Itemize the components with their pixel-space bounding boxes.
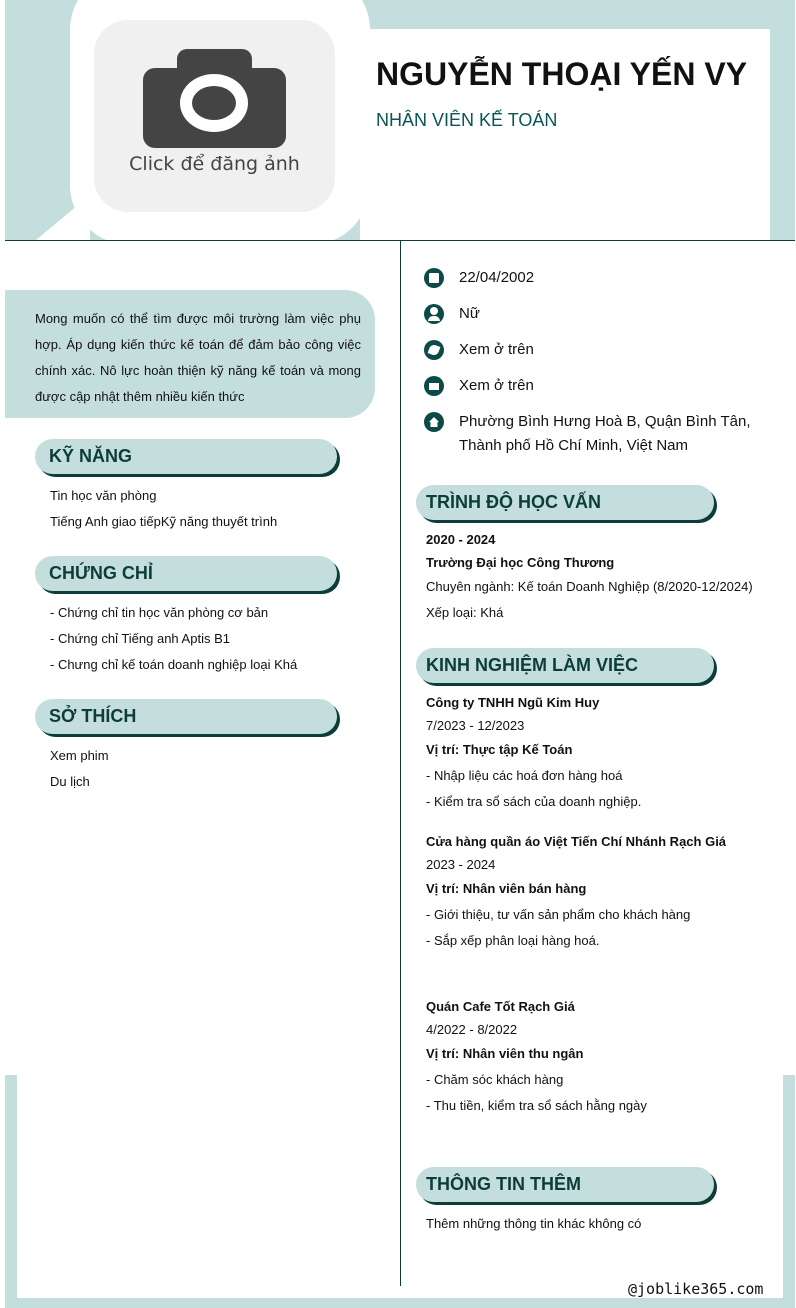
experience-company: Cửa hàng quần áo Việt Tiến Chí Nhánh Rạch Giá [426,834,727,849]
section-skills-title: KỸ NĂNG [35,439,337,474]
gender-value: Nữ [459,305,480,322]
contact-address [424,410,774,458]
list-item: - Chưng chỉ kế toán doanh nghiệp loại Khá [50,657,298,672]
contact-email [424,374,774,398]
user-icon [424,304,444,324]
experience-period: 4/2022 - 8/2022 [426,1022,518,1037]
experience-period: 7/2023 - 12/2023 [426,718,525,733]
list-item: Du lịch [50,774,90,789]
list-item: Xem phim [50,748,109,763]
candidate-name: NGUYỄN THOẠI YẾN VY [376,56,748,92]
address-value: Phường Bình Hưng Hoà B, Quận Bình Tân, Thành phố Hồ Chí Minh, Việt Nam [459,413,751,454]
hobbies-list [50,743,109,795]
education-entry [426,528,753,626]
experience-task: - Sắp xếp phân loại hàng hoá. [426,933,600,948]
experience-task: - Kiểm tra sổ sách của doanh nghiệp. [426,794,642,809]
contact-gender [424,302,774,326]
list-item: Tin học văn phòng [50,488,157,503]
list-item: Tiếng Anh giao tiếpKỹ năng thuyết trình [50,514,278,529]
footer-watermark: @joblike365.com [628,1280,764,1298]
education-period: 2020 - 2024 [426,532,496,547]
experience-entry [426,691,641,815]
email-value: Xem ở trên [459,377,534,394]
contact-info [424,266,774,470]
education-school: Trường Đại học Công Thương [426,555,615,570]
education-grade: Xếp loại: Khá [426,605,504,620]
job-title: NHÂN VIÊN KẾ TOÁN [376,110,558,130]
experience-company: Quán Cafe Tốt Rạch Giá [426,999,575,1014]
experience-entry [426,830,726,954]
birthday-value: 22/04/2002 [459,269,535,286]
list-item: - Chứng chỉ tin học văn phòng cơ bản [50,605,269,620]
skills-list [50,483,277,535]
section-experience-title: KINH NGHIỆM LÀM VIỆC [416,648,714,683]
mail-icon [424,376,444,396]
camera-lens [180,74,248,132]
section-extra-title: THÔNG TIN THÊM [416,1167,714,1202]
section-hobbies-title: SỞ THÍCH [35,699,337,734]
section-certificates-title: CHỨNG CHỈ [35,556,337,591]
experience-position: Vị trí: Thực tập Kế Toán [426,742,573,757]
experience-task: - Giới thiệu, tư vấn sản phẩm cho khách hàng [426,907,691,922]
experience-task: - Thu tiền, kiểm tra sổ sách hằng ngày [426,1098,647,1113]
experience-task: - Nhập liệu các hoá đơn hàng hoá [426,768,623,783]
phone-value: Xem ở trên [459,341,534,358]
career-objective: Mong muốn có thể tìm được môi trường làm việc phụ hợp. Áp dụng kiến thức kế toán để đảm bảo công việc chính xác. Nô lực hoàn thiện kỹ năng kế toán và mong được cập nhật thêm nhiều kiến thức [5,290,375,418]
section-education-title: TRÌNH ĐỘ HỌC VẤN [416,485,714,520]
experience-task: - Chăm sóc khách hàng [426,1072,564,1087]
experience-position: Vị trí: Nhân viên thu ngân [426,1046,584,1061]
experience-entry [426,995,647,1119]
list-item: - Chứng chỉ Tiếng anh Aptis B1 [50,631,230,646]
phone-icon [424,340,444,360]
upload-photo-label: Click để đăng ảnh [129,153,300,175]
education-major: Chuyên ngành: Kế toán Doanh Nghiệp (8/2020-12/2024) [426,579,753,594]
experience-period: 2023 - 2024 [426,857,496,872]
certificates-list [50,600,297,678]
column-divider [400,241,401,1286]
home-icon [424,412,444,432]
calendar-icon [424,268,444,288]
upload-photo-button[interactable] [94,20,335,212]
extra-text: Thêm những thông tin khác không có [426,1216,642,1231]
contact-birthday [424,266,774,290]
experience-company: Công ty TNHH Ngũ Kim Huy [426,695,600,710]
experience-position: Vị trí: Nhân viên bán hàng [426,881,587,896]
extra-info [426,1211,641,1237]
contact-phone [424,338,774,362]
